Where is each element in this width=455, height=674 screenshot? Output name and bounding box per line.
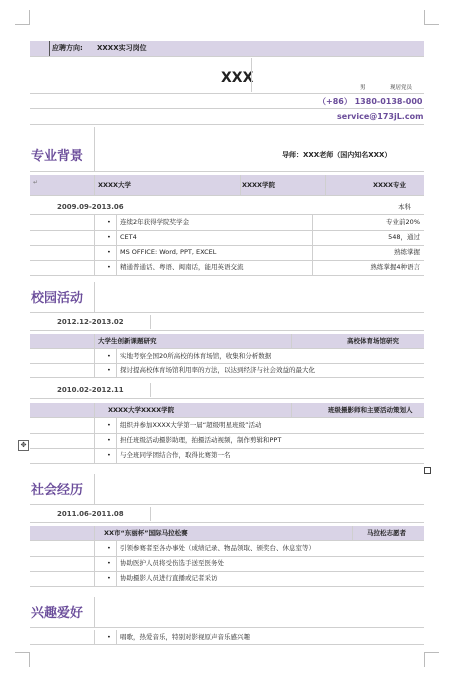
detail-item-value: 548，通过: [388, 233, 420, 241]
email[interactable]: service@173jL.com: [337, 112, 424, 121]
section-title-education: 专业背景: [31, 149, 84, 164]
detail-item: MS OFFICE: Word, PPT, EXCEL: [120, 248, 217, 256]
detail-item: 与全班同学团结合作，取得比赛第一名: [120, 451, 231, 459]
detail-item: 实地考察全国20所高校的体育场馆，收集和分析数据: [120, 352, 272, 360]
bullet-icon: •: [107, 233, 111, 241]
detail-item-value: 专业前20%: [386, 218, 420, 226]
school-name: XXXX大学: [98, 181, 132, 189]
campus-project: 大学生创新课题研究: [98, 337, 157, 345]
detail-item-value: 熟练掌握4种语言: [370, 263, 420, 271]
bullet-icon: •: [107, 218, 111, 226]
detail-item: 探讨提高校体育场馆利用率的方法，以达到经济与社会效益的最大化: [120, 366, 315, 374]
bullet-icon: •: [107, 559, 111, 567]
social-event: XX市“东丽杯”国际马拉松赛: [104, 529, 188, 537]
advisor: 导师：XXX老师（国内知名XXX）: [282, 151, 392, 159]
crop-mark-bottom-right: [424, 652, 439, 667]
return-mark-icon: ↵: [33, 179, 39, 186]
campus-org-role: 班级摄影师和主要活动策划人: [328, 406, 413, 414]
phone: （+86） 1380-0138-000: [318, 97, 423, 106]
social-event-band: [30, 526, 424, 540]
detail-item: 引领参赛者至各办事处（成绩记录、物品领取、颁奖台、休息室等）: [120, 544, 315, 552]
detail-item: 协助医护人员将受伤选手送至医务处: [120, 559, 224, 567]
social-period: 2011.06-2011.08: [57, 510, 124, 518]
crop-mark-top-right: [424, 10, 439, 25]
bullet-icon: •: [107, 352, 111, 360]
detail-item: 组织并参加XXXX大学第一届“超级明星班级”活动: [120, 421, 262, 429]
campus-period-2: 2010.02-2012.11: [57, 386, 124, 394]
target-band: [30, 41, 424, 56]
detail-item: 协助摄影人员进行直播或记者采访: [120, 574, 218, 582]
detail-item: 唱歌，热爱音乐，特别对影视原声音乐感兴趣: [120, 633, 250, 641]
detail-item: 担任班级活动摄影助理，拍摄活动视频，制作剪辑和PPT: [120, 436, 282, 444]
bullet-icon: •: [107, 436, 111, 444]
bullet-icon: •: [107, 451, 111, 459]
social-role: 马拉松志愿者: [367, 529, 406, 537]
detail-item: 连续2年获得学院奖学金: [120, 218, 190, 226]
bullet-icon: •: [107, 248, 111, 256]
bullet-icon: •: [107, 263, 111, 271]
campus-project-role: 高校体育场馆研究: [347, 337, 399, 345]
target-label: 应聘方向:: [52, 44, 83, 52]
major-name: XXXX专业: [373, 181, 407, 189]
move-anchor-icon[interactable]: ✥: [18, 440, 29, 451]
resize-handle[interactable]: [424, 467, 431, 474]
section-title-campus: 校园活动: [31, 291, 84, 306]
education-period: 2009.09-2013.06: [57, 203, 124, 211]
bullet-icon: •: [107, 421, 111, 429]
bullet-icon: •: [107, 544, 111, 552]
crop-mark-top-left: [15, 10, 30, 25]
gender: 男: [360, 85, 366, 91]
detail-item: 精通普通话、粤语、闽南话，能用英语交流: [120, 263, 244, 271]
campus-period-1: 2012.12-2013.02: [57, 318, 124, 326]
detail-item: CET4: [120, 233, 137, 241]
section-title-social: 社会经历: [31, 483, 84, 498]
detail-item-value: 熟练掌握: [394, 248, 420, 256]
crop-mark-bottom-left: [15, 652, 30, 667]
degree: 本科: [398, 203, 411, 211]
political-status: 现居党员: [390, 85, 413, 91]
college-name: XXXX学院: [242, 181, 276, 189]
campus-org: XXXX大学XXXX学院: [108, 406, 175, 414]
section-title-hobby: 兴趣爱好: [31, 606, 84, 621]
bullet-icon: •: [107, 366, 111, 374]
candidate-name: XXX: [221, 70, 254, 86]
school-band: [30, 175, 424, 195]
target-value: XXXX实习岗位: [97, 44, 147, 52]
bullet-icon: •: [107, 633, 111, 641]
bullet-icon: •: [107, 574, 111, 582]
